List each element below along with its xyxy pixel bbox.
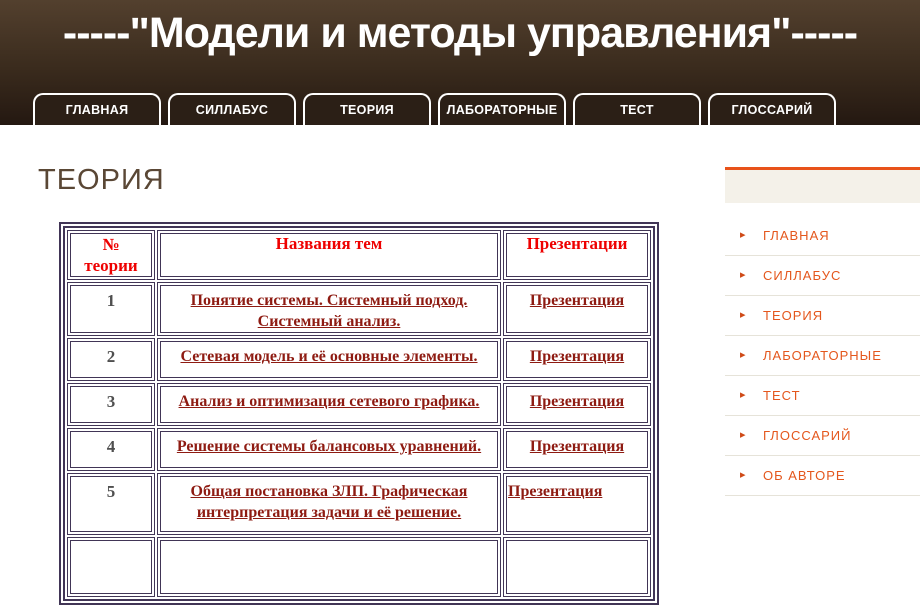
column-header-num: № теории — [67, 230, 155, 280]
nav-tab-5[interactable]: ТЕСТ — [573, 93, 701, 125]
theory-number: 3 — [67, 383, 155, 426]
site-header — [0, 0, 920, 125]
theory-number: 1 — [67, 282, 155, 336]
sidebar — [725, 167, 920, 496]
presentation-link[interactable]: Презентация — [508, 483, 603, 500]
column-header-presentation: Презентации — [503, 230, 651, 280]
table-row — [67, 383, 651, 426]
table-row-empty — [67, 537, 651, 597]
arrow-right-icon: ▸ — [740, 469, 746, 481]
topic-link[interactable]: Общая постановка ЗЛП. Графическая интерпретация задачи и её решение. — [190, 483, 468, 521]
sidebar-item-label: ТЕОРИЯ — [763, 308, 824, 323]
sidebar-item-label: ЛАБОРАТОРНЫЕ — [763, 348, 882, 363]
presentation-link[interactable]: Презентация — [529, 348, 625, 365]
site-title: -----"Модели и методы управления"----- — [62, 9, 858, 57]
presentation-link[interactable]: Презентация — [529, 292, 625, 309]
sidebar-item-label: ГЛАВНАЯ — [763, 228, 830, 243]
topic-link[interactable]: Решение системы балансовых уравнений. — [176, 438, 482, 455]
arrow-right-icon: ▸ — [740, 429, 746, 441]
theory-number: 5 — [67, 473, 155, 535]
table-row — [67, 428, 651, 471]
theory-number: 4 — [67, 428, 155, 471]
sidebar-menu-item[interactable] — [725, 456, 920, 496]
arrow-right-icon: ▸ — [740, 269, 746, 281]
sidebar-menu-item[interactable] — [725, 336, 920, 376]
arrow-right-icon: ▸ — [740, 389, 746, 401]
sidebar-item-label: ТЕСТ — [763, 388, 801, 403]
page-title: ТЕОРИЯ — [38, 164, 165, 196]
nav-tab-3[interactable]: ТЕОРИЯ — [303, 93, 431, 125]
arrow-right-icon: ▸ — [740, 229, 746, 241]
column-header-topic: Названия тем — [157, 230, 501, 280]
topic-link[interactable]: Сетевая модель и её основные элементы. — [180, 348, 478, 365]
top-nav-tabs — [33, 93, 836, 125]
sidebar-menu-item[interactable] — [725, 296, 920, 336]
sidebar-item-label: СИЛЛАБУС — [763, 268, 842, 283]
arrow-right-icon: ▸ — [740, 309, 746, 321]
table-header-row — [67, 230, 651, 280]
nav-tab-6[interactable]: ГЛОССАРИЙ — [708, 93, 836, 125]
sidebar-menu — [725, 216, 920, 496]
sidebar-header-box — [725, 167, 920, 203]
nav-tab-2[interactable]: СИЛЛАБУС — [168, 93, 296, 125]
sidebar-menu-item[interactable] — [725, 416, 920, 456]
sidebar-menu-item[interactable] — [725, 376, 920, 416]
theory-table — [59, 222, 659, 605]
sidebar-item-label: ГЛОССАРИЙ — [763, 428, 852, 443]
table-row — [67, 473, 651, 535]
nav-tab-4[interactable]: ЛАБОРАТОРНЫЕ — [438, 93, 566, 125]
nav-tab-1[interactable]: ГЛАВНАЯ — [33, 93, 161, 125]
presentation-link[interactable]: Презентация — [529, 393, 625, 410]
topic-link[interactable]: Понятие системы. Системный подход. Системный анализ. — [190, 292, 468, 330]
sidebar-menu-item[interactable] — [725, 216, 920, 256]
sidebar-menu-item[interactable] — [725, 256, 920, 296]
table-row — [67, 338, 651, 381]
table-row — [67, 282, 651, 336]
arrow-right-icon: ▸ — [740, 349, 746, 361]
presentation-link[interactable]: Презентация — [529, 438, 625, 455]
theory-number: 2 — [67, 338, 155, 381]
sidebar-item-label: ОБ АВТОРЕ — [763, 468, 846, 483]
topic-link[interactable]: Анализ и оптимизация сетевого графика. — [178, 393, 480, 410]
